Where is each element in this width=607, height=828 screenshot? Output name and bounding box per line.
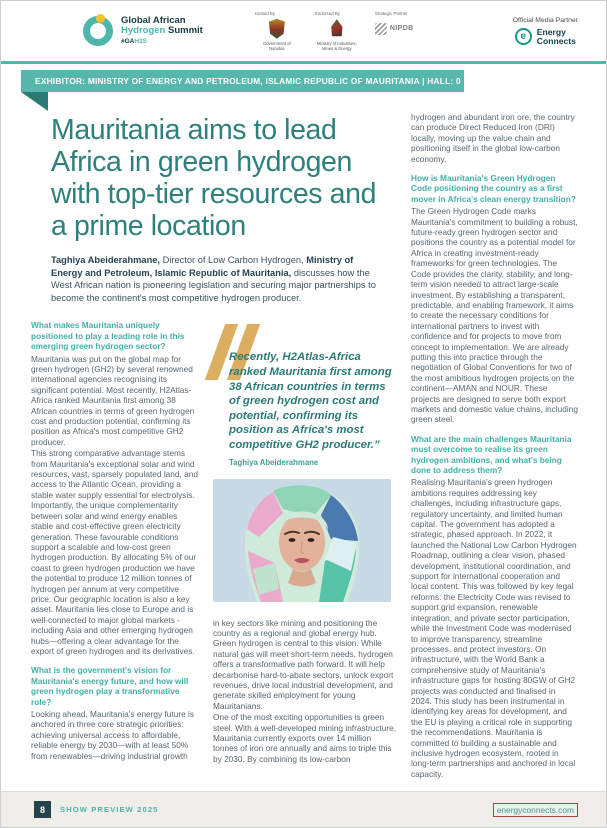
namibia-crest-icon	[269, 19, 285, 39]
column-1	[31, 320, 198, 764]
body-paragraph: The Green Hydrogen Code marks Mauritania's commitment to building a robust, future-ready green hydrogen sector and positions the country as a potential model for Africa in creating investment-ready frameworks for green technologies. The Code provides the clarity, stability, and long-term vision needed to attract large-scale investment. By establishing a transparent, predictable, and enabling framework, it aims to create the necessary conditions for international partners to invest with confidence and for projects to move from concept to implementation. We are already putting this into practice through the negotiation of Global Conventions for two of the most ambitious hydrogen projects on the continent—AMAN and NOUR. These projects are designed to serve both export markets and domestic value chains, including green steel.	[411, 206, 578, 425]
partner-strategic: Strategic Partner NIPDB	[375, 11, 445, 40]
partner-logos	[255, 11, 445, 52]
summit-hashtag: #GAH2S	[121, 37, 148, 45]
energy-connects-name: Energy Connects	[536, 26, 576, 46]
body-paragraph: hydrogen and abundant iron ore, the country can produce Direct Reduced Iron (DRI) locally, moving up the value chain and positioning itself in the global low-carbon economy.	[411, 112, 575, 164]
summit-title-line2: Hydrogen Summit	[121, 24, 203, 36]
question-heading-2: What is the government's vision for Mauritania's energy future, and how will green hydrogen play a transformative role?	[31, 665, 189, 707]
column-3	[411, 112, 578, 779]
question-heading-1: What makes Mauritania uniquely positioned to play a leading role in this emerging green hydrogen sector?	[31, 320, 185, 352]
page-number: 8	[34, 801, 51, 818]
body-paragraph: Realising Mauritania's green hydrogen ambitions requires addressing key challenges, including infrastructure gaps, regulatory uncertainty, and limited human capital. The government has adopted a strategic, phased approach. In 2022, it launched the National Low Carbon Hydrogen Roadmap, outlining a clear vision, phased development, institutional coordination, and support for international cooperation and local content. This was followed by key legal reforms: the Electricity Code was revised to support grid expansion, renewable integration, and private sector participation, while the Investment Code was modernised to improve transparency, streamline processes, and protect investors. On infrastructure, with the World Bank a comprehensive study of Mauritania's infrastructure gaps for hosting 80GW of GH2 projects was conducted and finalised in 2024. This study has been instrumental in identifying key areas for development, and the EU is playing a critical role in supporting the recommendations. Mauritania is committed to building a sustainable and inclusive hydrogen ecosystem, rooted in long-term partnerships and anchored in local capacity.	[411, 477, 577, 779]
summit-ring-icon	[83, 16, 113, 46]
article-body	[1, 92, 606, 779]
header-divider	[1, 61, 606, 64]
page-footer	[1, 791, 606, 827]
footer-section-label: SHOW PREVIEW 2025	[60, 805, 159, 814]
nipdb-hatch-icon	[375, 23, 387, 35]
summit-logo	[83, 16, 203, 47]
partner-endorsed-by: Endorsed By Ministry of Industries, Mines & Energy	[314, 10, 357, 51]
body-paragraph: One of the most exciting opportunities is green steel. With a well-developed mining infrastructure, Mauritania currently exports over 14 million tonnes of iron ore annually and aims to triple this by 2030. By combining its low-carbon	[213, 712, 397, 764]
column-2	[213, 320, 397, 764]
exhibitor-banner	[21, 70, 509, 92]
media-partner-block	[513, 17, 578, 46]
body-paragraph: Mauritania was put on the global map for green hydrogen (GH2) by several renowned international agencies recognising its significant potential. Most recently, H2Atlas-Africa ranked Mauritania first among 38 African countries in terms of green hydrogen cost and production potential, confirming its position as Africa's most competitive GH2 producer.	[31, 353, 195, 447]
body-paragraph: Looking ahead, Mauritania's energy future is anchored in three core strategic priorities: achieving universal access to affordable, reliable energy by 2030—with at least 50% from renewables—driving industrial growth	[31, 709, 195, 761]
article-byline: Taghiya Abeiderahmane, Director of Low Carbon Hydrogen, Ministry of Energy and Petroleum, Islamic Republic of Mauritania, discusses how the West African nation is pioneering legislation and securing major partnerships to become the continent's most competitive hydrogen producer.	[51, 255, 376, 303]
question-heading-4: What are the main challenges Mauritania must overcome to realise its green hydrogen ambitions, and what's being done to address them?	[411, 433, 572, 475]
partner-hosted-by: Hosted By Government of Namibia	[254, 10, 291, 51]
ministry-droplet-icon	[330, 19, 344, 38]
portrait-photo	[213, 479, 391, 602]
nipdb-logo: NIPDB	[375, 23, 414, 35]
energy-connects-logo	[513, 28, 578, 46]
media-partner-label: Official Media Partner	[512, 16, 578, 24]
pull-quote-attribution: Taghiya Abeiderahmane	[229, 457, 319, 467]
energyconnects-link[interactable]: energyconnects.com	[493, 803, 578, 817]
body-paragraph: This strong comparative advantage stems from Mauritania's exceptional solar and wind resources, vast, sparsely populated land, and access to the Atlantic Ocean, providing a stable water supply essential for electrolysis. Importantly, the unique complementarity between solar and wind energy enables stable and cost-effective green electricity generation. These favourable conditions support a scalable and low-cost green hydrogen production. By allocating 5% of our coast to green hydrogen production we have the potential to produce 12 million tonnes of hydrogen per annum at very competitive price. Our geographic location is also a key asset. Mauritania lies close to Europe and is well-connected to major global markets - including Asia and other emerging hydrogen hubs—offering a clear advantage for the export of green hydrogen and its derivatives.	[31, 448, 198, 656]
summit-title-line1: Global African	[121, 14, 186, 26]
page-header	[1, 1, 606, 61]
body-paragraph: in key sectors like mining and positioning the country as a regional and global energy hub. Green hydrogen is central to this vision. While natural gas will meet short-term needs, hydrogen offers a transformative path forward. It will help decarbonise hard-to-abate sectors, unlock export revenues, drive local industrial development, and generate skilled employment for young Mauritanians.	[213, 617, 394, 711]
pull-quote-text: Recently, H2Atlas-Africa ranked Mauritania first among 38 African countries in terms of green hydrogen cost and potential, confirming its position as Africa's most competitive GH2 producer.”	[229, 351, 392, 451]
article-headline: Mauritania aims to lead Africa in green hydrogen with top-tier resources and a prime location	[51, 114, 377, 242]
question-heading-3: How is Mauritania's Green Hydrogen Code positioning the country as a first mover in Africa's clean energy transition?	[411, 173, 576, 204]
pull-quote	[213, 332, 397, 466]
energy-connects-icon: e	[515, 28, 532, 45]
exhibitor-banner-text: EXHIBITOR: MINISTRY OF ENERGY AND PETROLEUM, ISLAMIC REPUBLIC OF MAURITANIA | HALL: 0 | STAND: 0	[21, 70, 464, 92]
summit-logo-text	[121, 16, 203, 47]
